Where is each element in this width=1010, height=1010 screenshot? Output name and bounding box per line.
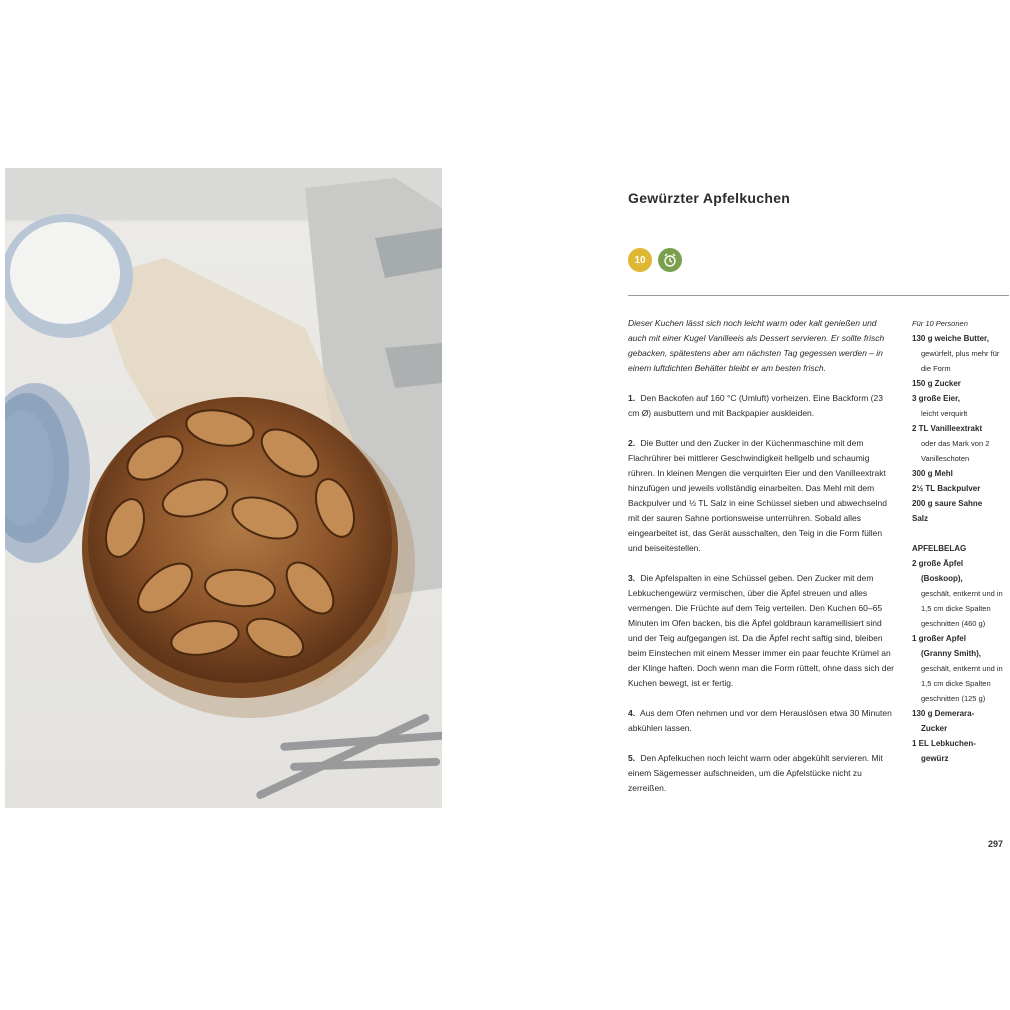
ingredient-item xyxy=(912,466,1010,481)
ingredient-note: geschält, entkernt und in 1,5 cm dicke Spalten geschnitten (460 g) xyxy=(921,589,1003,628)
ingredient-item xyxy=(912,391,1010,421)
step-4 xyxy=(628,706,895,736)
step-5 xyxy=(628,751,895,796)
ingredient-amount: 1 großer Apfel xyxy=(912,634,966,643)
ingredient-amount-cont: gewürz xyxy=(921,754,949,763)
ingredient-amount: 150 g Zucker xyxy=(912,379,961,388)
step-2 xyxy=(628,436,895,556)
servings-badge-label: 10 xyxy=(634,254,646,266)
step-number: 2. xyxy=(628,438,636,448)
ingredient-amount-cont: (Granny Smith), xyxy=(921,649,982,658)
step-number: 3. xyxy=(628,573,636,583)
divider-rule xyxy=(628,295,1009,296)
step-1 xyxy=(628,391,895,421)
ingredient-amount: 200 g saure Sahne xyxy=(912,499,983,508)
ingredient-amount: 130 g Demerara- xyxy=(912,709,975,718)
ingredient-note: oder das Mark von 2 Vanilleschoten xyxy=(921,439,990,463)
ingredient-amount: 2 TL Vanilleextrakt xyxy=(912,424,983,433)
ingredient-amount: 130 g weiche Butter, xyxy=(912,334,989,343)
ingredient-item xyxy=(912,421,1010,466)
recipe-intro: Dieser Kuchen lässt sich noch leicht warm oder kalt genießen und auch mit einer Kugel Vanilleeis als Dessert servieren. Er sollte frisch gebacken, spätestens aber am nächsten Tag gegessen werden – in einem luftdichten Behälter bleibt er am besten frisch. xyxy=(628,318,885,373)
ingredient-amount: 2 große Äpfel xyxy=(912,559,964,568)
serves-label: Für 10 Personen xyxy=(912,319,968,328)
page-number: 297 xyxy=(988,839,1004,849)
recipe-photo xyxy=(5,168,442,808)
ingredient-note: geschält, entkernt und in 1,5 cm dicke Spalten geschnitten (125 g) xyxy=(921,664,1003,703)
ingredient-item xyxy=(912,511,1010,526)
ingredient-item xyxy=(912,481,1010,496)
step-number: 5. xyxy=(628,753,636,763)
step-text: Den Backofen auf 160 °C (Umluft) vorheizen. Eine Backform (23 cm Ø) ausbuttern und mit Backpapier auskleiden. xyxy=(628,393,883,418)
step-number: 1. xyxy=(628,393,636,403)
step-number: 4. xyxy=(628,708,636,718)
ingredient-amount-cont: (Boskoop), xyxy=(921,574,963,583)
step-text: Die Apfelspalten in eine Schüssel geben. Den Zucker mit dem Lebkuchengewürz vermischen, über die Äpfel streuen und alles vermengen. Die Früchte auf dem Teig verteilen. Den Kuchen 60–65 Minuten im Ofen backen, bis die Äpfel goldbraun karamellisiert sind und der Teig aufgegangen ist. Da die Äpfel recht saftig sind, bleiben beim Einstechen mit einem Messer immer ein paar feuchte Krümel an der Klinge haften. Doch wenn man die Form rüttelt, ohne dass sich der Kuchen bewegt, ist er fertig. xyxy=(628,573,895,688)
step-text: Den Apfelkuchen noch leicht warm oder abgekühlt servieren. Mit einem Sägemesser aufschneiden, um die Apfelstücke nicht zu zerreißen. xyxy=(628,753,883,793)
alarm-clock-icon xyxy=(658,248,682,272)
ingredients-list xyxy=(912,316,1010,766)
topping-heading: APFELBELAG xyxy=(912,544,967,553)
topping-item xyxy=(912,706,1010,736)
step-text: Aus dem Ofen nehmen und vor dem Herauslösen etwa 30 Minuten abkühlen lassen. xyxy=(628,708,892,733)
recipe-badges xyxy=(628,248,682,272)
ingredient-item xyxy=(912,331,1010,376)
ingredient-amount: Salz xyxy=(912,514,929,523)
ingredient-item xyxy=(912,376,1010,391)
topping-item xyxy=(912,556,1010,631)
ingredient-amount: 1 EL Lebkuchen- xyxy=(912,739,976,748)
step-3 xyxy=(628,571,895,691)
step-text: Die Butter und den Zucker in der Küchenmaschine mit dem Flachrührer bei mittlerer Geschwindigkeit hellgelb und schaumig rühren. In kleinen Mengen die verquirlten Eier und den Vanilleextrakt hinzufügen und jeweils vollständig einarbeiten. Das Mehl mit dem Backpulver und ½ TL Salz in eine Schüssel sieben und abwechselnd mit der sauren Sahne portionsweise unterrühren. Sobald alles eingearbeitet ist, das Gerät ausschalten, den Teig in die Form füllen und beiseitestellen. xyxy=(628,438,887,553)
topping-item xyxy=(912,736,1010,766)
servings-badge xyxy=(628,248,652,272)
apple-cake-illustration xyxy=(5,168,442,808)
recipe-title: Gewürzter Apfelkuchen xyxy=(628,190,791,206)
ingredient-note: leicht verquirlt xyxy=(921,409,968,418)
ingredient-amount: 3 große Eier, xyxy=(912,394,961,403)
ingredient-note: gewürfelt, plus mehr für die Form xyxy=(921,349,1000,373)
recipe-method xyxy=(628,316,895,811)
topping-item xyxy=(912,631,1010,706)
ingredient-amount-cont: Zucker xyxy=(921,724,948,733)
ingredient-item xyxy=(912,496,1010,511)
ingredient-amount: 2½ TL Backpulver xyxy=(912,484,981,493)
ingredient-amount: 300 g Mehl xyxy=(912,469,953,478)
